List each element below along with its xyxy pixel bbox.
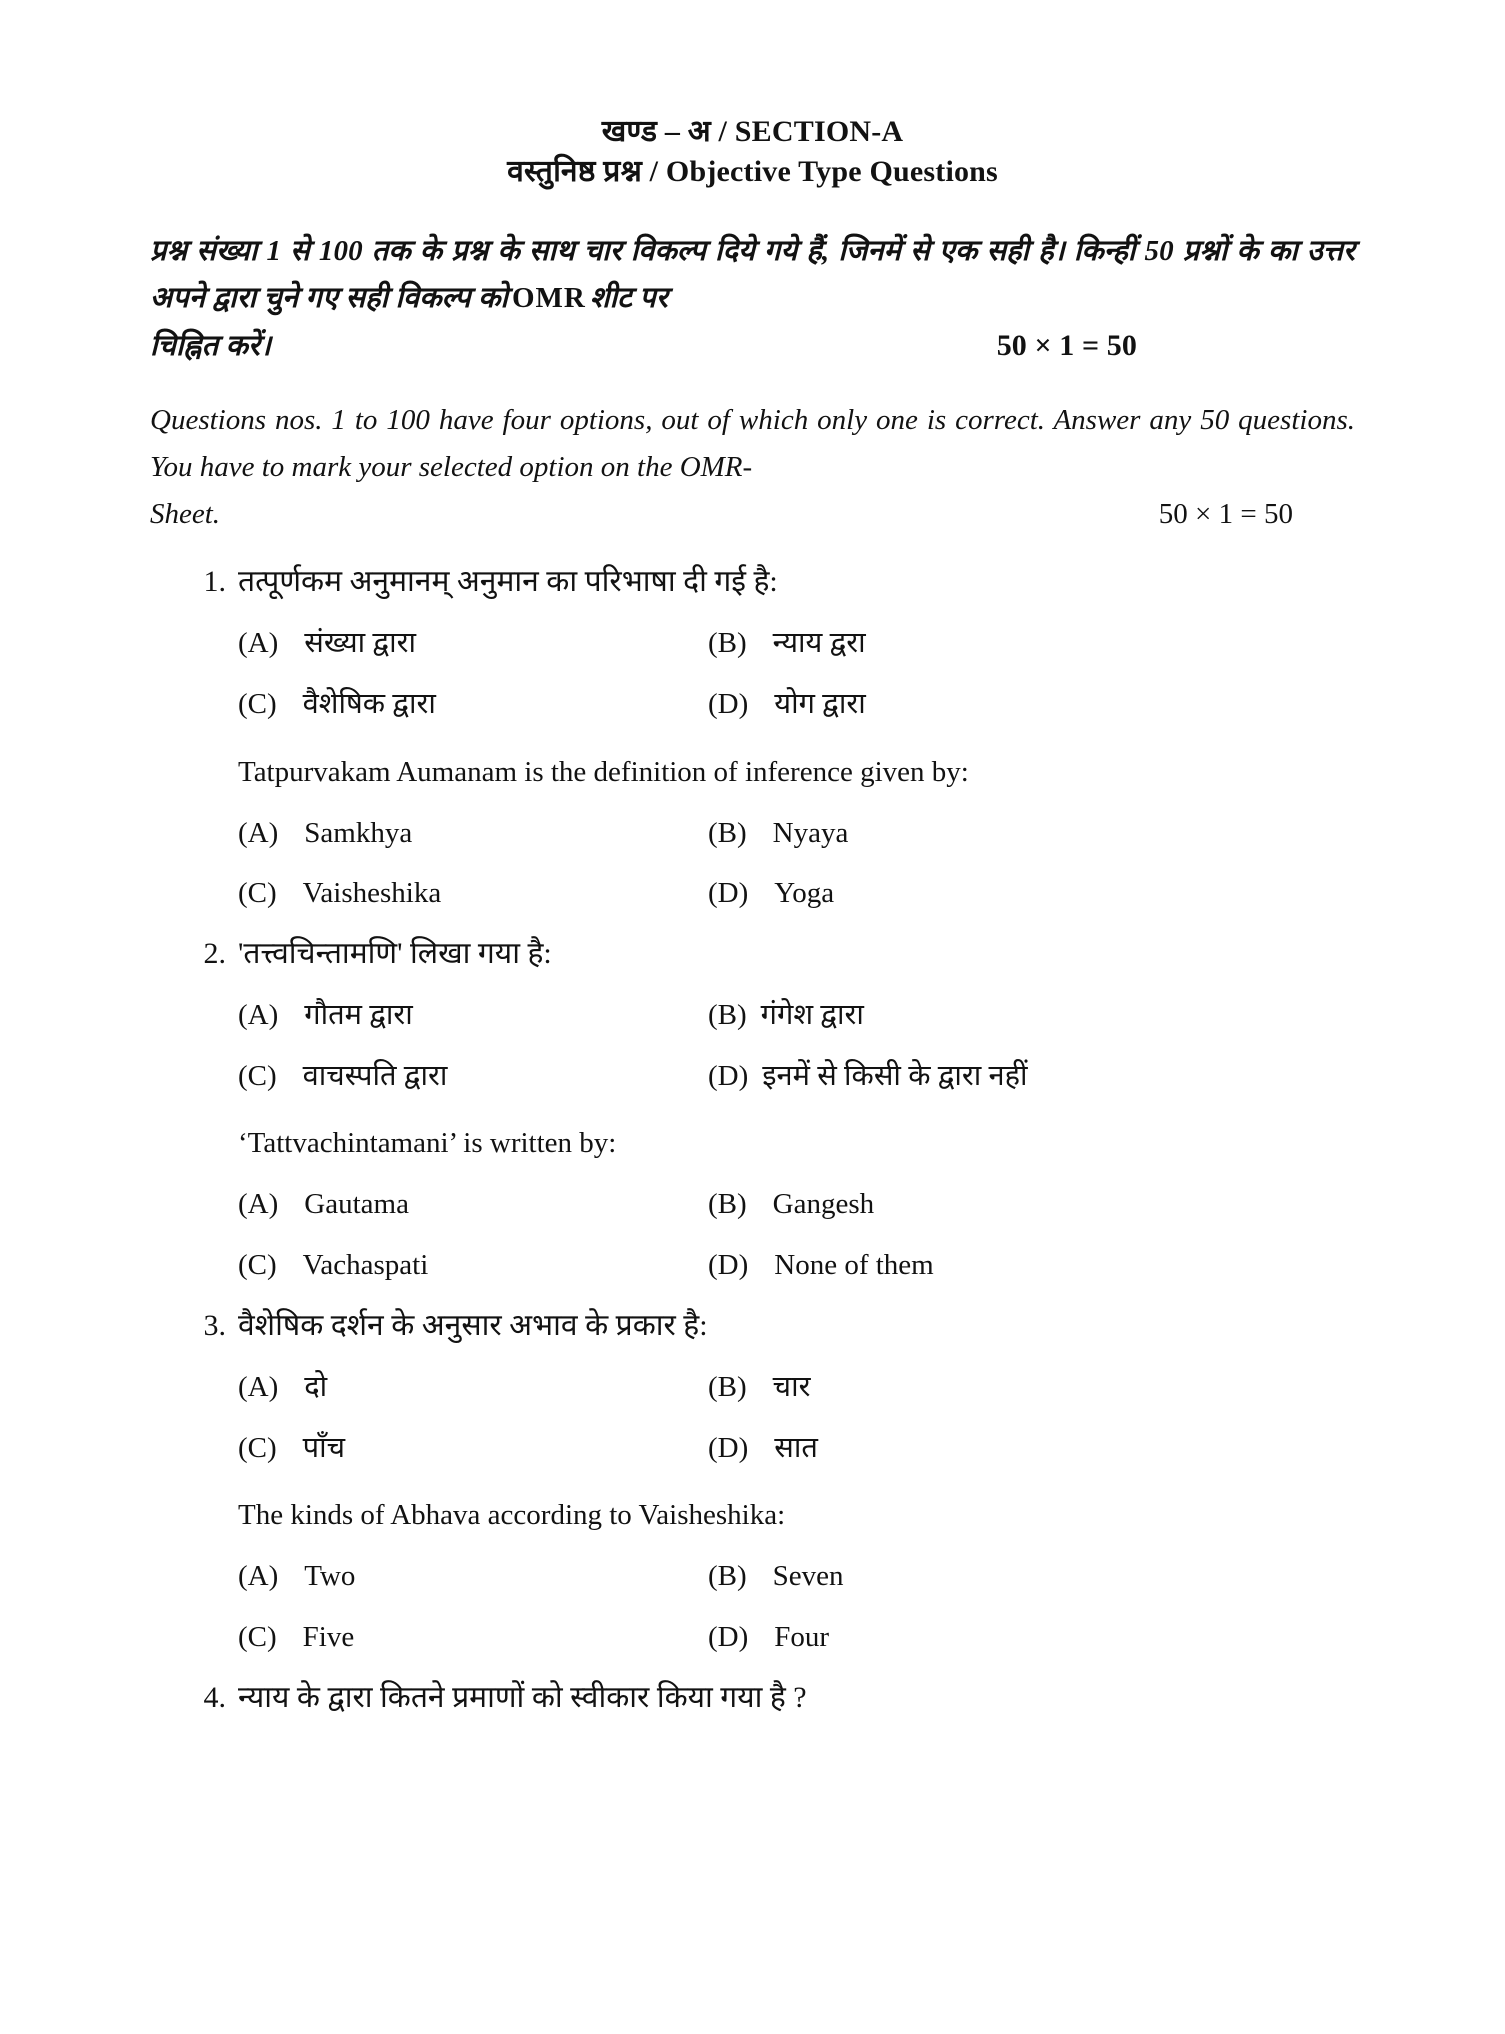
option-d-key: (D) [708,1431,749,1464]
option-d-label: योग द्वारा [774,687,866,720]
option-d-key: (D) [708,877,749,910]
section-heading [150,112,1355,192]
option-b-key: (B) [708,1371,747,1404]
option-c[interactable] [238,873,708,914]
option-b[interactable] [708,1367,1355,1408]
option-a-key: (A) [238,1371,279,1404]
option-a[interactable] [238,623,708,664]
option-a-label: संख्या द्वारा [304,627,416,660]
option-d[interactable] [708,684,1355,725]
question-1-options-english-row-2 [150,873,1355,914]
question-1-options-hindi-row-2 [150,684,1355,725]
question-1-options-english-row-1 [150,813,1355,854]
instructions-english [150,397,1355,538]
option-c-key: (C) [238,877,277,910]
omr-label-hindi: OMR [511,282,586,315]
option-c-label: Vaisheshika [302,877,442,910]
spacer [150,1658,1355,1674]
option-a[interactable] [238,1556,708,1597]
option-d[interactable] [708,1245,1355,1286]
option-a-key: (A) [238,816,279,849]
option-b[interactable] [708,995,1355,1036]
option-b[interactable] [708,1184,1355,1225]
question-1-text-english: Tatpurvakam Aumanam is the definition of inference given by: [238,755,969,788]
option-a-label: Gautama [304,1188,409,1221]
question-1-options-hindi-row-1 [150,623,1355,664]
instructions-hindi-part-3: चिह्नित करें। [150,330,272,363]
option-d[interactable] [708,1428,1355,1469]
option-b-label: चार [772,1371,811,1404]
option-d-label: None of them [774,1249,934,1282]
question-4-text-hindi: न्याय के द्वारा कितने प्रमाणों को स्वीकार किया गया है ? [238,1680,807,1714]
option-c[interactable] [238,684,708,725]
question-1-stem-hindi [150,560,1355,604]
option-b-label: Nyaya [772,816,849,849]
option-d-key: (D) [708,687,749,720]
question-4 [150,1676,1355,1720]
option-c-key: (C) [238,1431,277,1464]
option-d-key: (D) [708,1620,749,1653]
option-b-label: गंगेश द्वारा [760,999,864,1032]
question-3-number: 3. [203,1308,226,1342]
option-a-key: (A) [238,1188,279,1221]
option-d[interactable] [708,1056,1355,1097]
question-2-text-english: ‘Tattvachintamani’ is written by: [238,1127,617,1160]
option-b-key: (B) [708,1188,747,1221]
question-2-number: 2. [203,936,226,970]
option-d-key: (D) [708,1249,749,1282]
option-a[interactable] [238,995,708,1036]
section-heading-line-2: वस्तुनिष्ठ प्रश्न / Objective Type Questions [507,155,998,189]
option-a[interactable] [238,813,708,854]
option-c[interactable] [238,1245,708,1286]
question-2 [150,932,1355,1286]
question-1 [150,560,1355,914]
option-a-key: (A) [238,999,279,1032]
option-c-label: Vachaspati [302,1249,429,1282]
question-3-stem-hindi [150,1304,1355,1348]
option-a-label: Two [304,1560,356,1593]
question-list [150,560,1355,1719]
question-3-text-hindi: वैशेषिक दर्शन के अनुसार अभाव के प्रकार है: [238,1308,708,1342]
question-3-options-english-row-2 [150,1617,1355,1658]
option-b-label: Seven [772,1560,844,1593]
option-b[interactable] [708,1556,1355,1597]
option-c-label: पाँच [302,1431,346,1464]
option-c[interactable] [238,1428,708,1469]
option-b-key: (B) [708,627,747,660]
spacer [150,1286,1355,1302]
option-c-key: (C) [238,1249,277,1282]
option-b[interactable] [708,623,1355,664]
option-a[interactable] [238,1367,708,1408]
spacer [150,914,1355,930]
option-a[interactable] [238,1184,708,1225]
question-1-text-hindi: तत्पूर्णकम अनुमानम् अनुमान का परिभाषा दी गई है: [238,564,778,598]
option-c[interactable] [238,1056,708,1097]
section-heading-line-1: खण्ड – अ / SECTION-A [601,115,904,148]
option-d-label: सात [774,1431,818,1464]
option-b-label: Gangesh [772,1188,875,1221]
option-c-key: (C) [238,1059,277,1092]
instructions-hindi-last-line [150,322,1355,371]
question-3-options-hindi-row-1 [150,1367,1355,1408]
option-d-key: (D) [708,1059,749,1092]
instructions-english-part-1: Questions nos. 1 to 100 have four options, out of which only one is correct. Answer any 50 questions. You have to mark your selected option on the OMR- [150,403,1355,483]
option-c-label: वैशेषिक द्वारा [302,687,436,720]
option-d-label: Four [774,1620,830,1653]
option-a-label: Samkhya [304,816,413,849]
option-b-key: (B) [708,999,747,1032]
option-c-key: (C) [238,1620,277,1653]
question-3 [150,1304,1355,1658]
option-d[interactable] [708,873,1355,914]
question-2-options-hindi-row-2 [150,1056,1355,1097]
option-b[interactable] [708,813,1355,854]
option-a-label: गौतम द्वारा [304,999,413,1032]
option-c[interactable] [238,1617,708,1658]
question-3-options-english-row-1 [150,1556,1355,1597]
instructions-hindi-part-1: प्रश्न संख्या 1 से 100 तक के प्रश्न के साथ चार विकल्प दिये गये हैं, जिनमें से एक सही है। किन्हीं 50 प्रश्नों के का उत्तर अपने द्वारा चुने गए सही विकल्प को [150,235,1355,315]
instructions-english-part-2: Sheet. [150,497,221,530]
question-3-options-hindi-row-2 [150,1428,1355,1469]
instructions-english-last-line [150,491,1355,538]
question-4-number: 4. [203,1680,226,1714]
option-d-label: Yoga [774,877,835,910]
question-2-options-hindi-row-1 [150,995,1355,1036]
option-a-key: (A) [238,627,279,660]
option-d-label: इनमें से किसी के द्वारा नहीं [762,1059,1028,1092]
option-b-key: (B) [708,1560,747,1593]
instructions-hindi-part-2: शीट पर [589,282,668,315]
question-4-stem-hindi [150,1676,1355,1720]
instructions-hindi [150,228,1355,371]
marks-hindi: 50 × 1 = 50 [996,329,1137,363]
option-a-label: दो [304,1371,328,1404]
option-c-key: (C) [238,687,277,720]
question-1-number: 1. [203,564,226,598]
option-b-key: (B) [708,816,747,849]
option-c-label: वाचस्पति द्वारा [302,1059,448,1092]
option-a-key: (A) [238,1560,279,1593]
question-2-stem-hindi [150,932,1355,976]
question-3-text-english: The kinds of Abhava according to Vaisheshika: [238,1499,786,1532]
marks-english: 50 × 1 = 50 [1158,497,1293,530]
option-b-label: न्याय द्वरा [772,627,866,660]
question-2-text-hindi: 'तत्त्वचिन्तामणि' लिखा गया है: [238,936,552,970]
option-c-label: Five [302,1620,355,1653]
option-d[interactable] [708,1617,1355,1658]
question-2-options-english-row-2 [150,1245,1355,1286]
question-2-options-english-row-1 [150,1184,1355,1225]
